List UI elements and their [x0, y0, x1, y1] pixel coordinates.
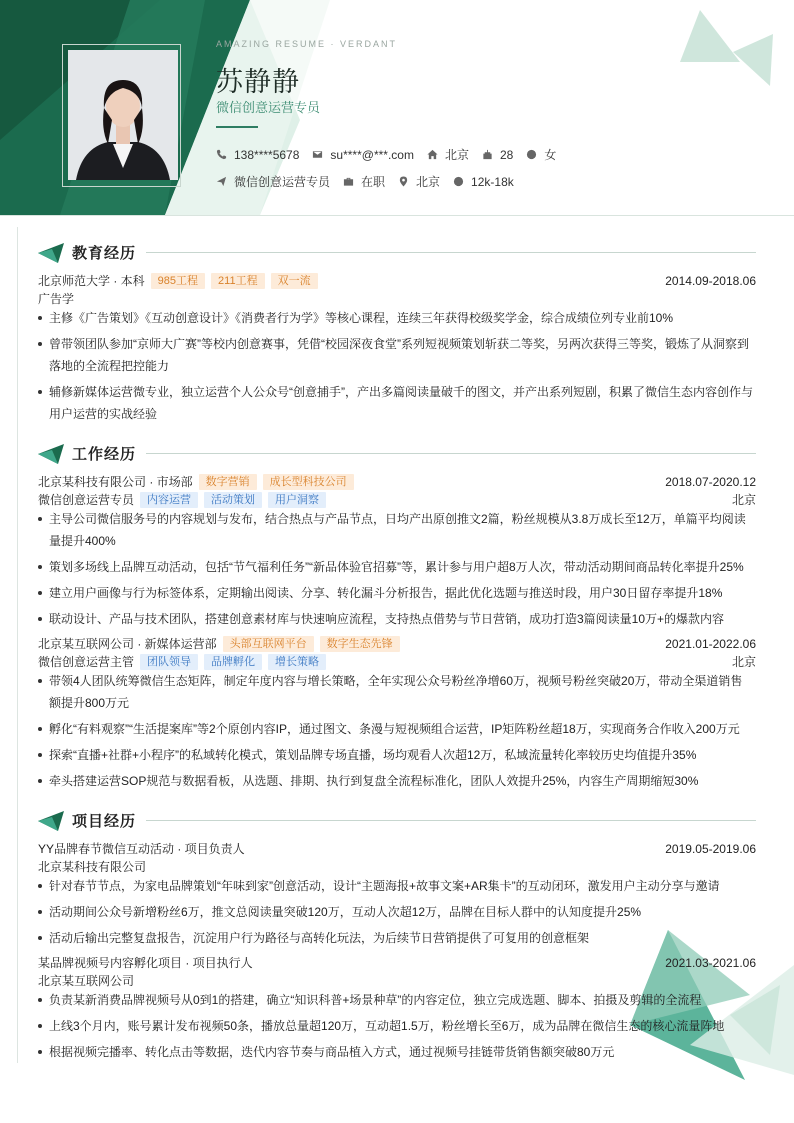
project-period: 2021.03-2021.06: [665, 955, 756, 970]
money-icon: [453, 176, 464, 187]
position-tag: 增长策略: [268, 654, 326, 670]
school-tag: 211工程: [211, 273, 265, 289]
profile-photo: [68, 50, 178, 180]
company-tag: 数字生态先锋: [320, 636, 400, 652]
school-name: 北京师范大学 · 本科: [38, 274, 145, 288]
send-icon: [216, 176, 227, 187]
phone-item: [216, 148, 299, 162]
email-text: su****@***.com: [330, 147, 414, 162]
work-bullet: 牵头搭建运营SOP规范与数据看板，从选题、排期、执行到复盘全流程标准化，团队人效提升25%，内容生产周期缩短30%: [38, 770, 754, 792]
gender-text: 女: [544, 148, 557, 162]
location-pin-icon: [398, 176, 409, 187]
major: 广告学: [38, 292, 75, 306]
work-bullet: 孵化“有料观察”“生活提案库”等2个原创内容IP，通过图文、条漫与短视频组合运营，IP矩阵粉丝超18万，实现商务合作收入200万元: [38, 718, 754, 740]
education-heading: 教育经历: [72, 245, 137, 262]
position-tag: 内容运营: [140, 492, 198, 508]
education-bullet: 辅修新媒体运营微专业，独立运营个人公众号“创意捕手”，产出多篇阅读量破千的图文，并产出系列短剧，积累了微信生态内容创作与用户运营的实战经验: [38, 381, 754, 425]
home-text: 北京: [444, 148, 469, 162]
company-tag: 头部互联网平台: [223, 636, 314, 652]
gender-icon: [526, 149, 537, 160]
school-tag: 985工程: [151, 273, 205, 289]
home-item: [427, 146, 469, 163]
work-bullet: 建立用户画像与行为标签体系，定期输出阅读、分享、转化漏斗分析报告，据此优化选题与推送时段，用户30日留存率提升18%: [38, 582, 754, 604]
work-period: 2021.01-2022.06: [665, 636, 756, 651]
project-bullet: 活动期间公众号新增粉丝6万，推文总阅读量突破120万，互动人次超12万，品牌在目标人群中的认知度提升25%: [38, 901, 754, 923]
contact-row: [216, 146, 569, 163]
gender-item: [526, 146, 556, 163]
section-timeline: [17, 227, 18, 1063]
company-name: 北京某科技有限公司 · 市场部: [38, 475, 193, 489]
intent-position-item: [216, 173, 330, 190]
project-period: 2019.05-2019.06: [665, 841, 756, 856]
work-bullet: 策划多场线上品牌互动活动，包括“节气福利任务”“新品体验官招募”等，累计参与用户超8万人次，带动活动期间商品转化率提升25%: [38, 556, 754, 578]
project-entry-header: [38, 840, 756, 857]
education-bullet: 主修《广告策划》《互动创意设计》《消费者行为学》等核心课程，连续三年获得校级奖学金，综合成绩位列专业前10%: [38, 307, 754, 329]
work-heading: 工作经历: [72, 446, 137, 463]
company-name: 北京某互联网公司 · 新媒体运营部: [38, 637, 217, 651]
status-text: 在职: [361, 175, 386, 189]
project-bullet: 负责某新消费品牌视频号从0到1的搭建，确立“知识科普+场景种草”的内容定位，独立完成选题、脚本、拍摄及剪辑的全流程: [38, 989, 754, 1011]
header-divider: [0, 215, 794, 216]
project-bullet: 上线3个月内，账号累计发布视频50条，播放总量超120万，互动超1.5万，粉丝增长至6万，成为品牌在微信生态的核心流量阵地: [38, 1015, 754, 1037]
work-city: 北京: [731, 655, 756, 669]
position-name: 微信创意运营专员: [38, 493, 135, 507]
position-tag: 用户洞察: [268, 492, 326, 508]
education-period: 2014.09-2018.06: [665, 273, 756, 288]
school-tag: 双一流: [271, 273, 318, 289]
job-intent-row: [216, 173, 527, 190]
status-item: [343, 173, 385, 190]
work-position-row: [38, 491, 756, 508]
phone-text: 138****5678: [234, 147, 300, 162]
project-name: YY品牌春节微信互动活动 · 项目负责人: [38, 842, 245, 856]
candidate-name: 苏静静: [216, 67, 300, 97]
project-org: 北京某科技有限公司: [38, 860, 147, 874]
briefcase-icon: [343, 176, 354, 187]
salary-text: 12k-18k: [471, 174, 514, 189]
company-tag: 数字营销: [199, 474, 257, 490]
work-position-row: [38, 653, 756, 670]
project-entry-header: [38, 954, 756, 971]
age-item: [482, 148, 513, 162]
position-name: 微信创意运营主管: [38, 655, 135, 669]
section-flag-icon: [38, 444, 64, 464]
tagline: AMAZING RESUME · VERDANT: [216, 39, 398, 49]
education-entry-header: [38, 272, 756, 289]
project-name: 某品牌视频号内容孵化项目 · 项目执行人: [38, 956, 253, 970]
age-text: 28: [499, 147, 514, 162]
section-rule: [146, 453, 756, 454]
cake-icon: [482, 149, 493, 160]
projects-section-header: [38, 810, 756, 831]
education-section-header: [38, 242, 756, 263]
projects-heading: 项目经历: [72, 813, 137, 830]
project-org: 北京某互联网公司: [38, 974, 135, 988]
position-tag: 品牌孵化: [204, 654, 262, 670]
phone-icon: [216, 149, 227, 160]
work-city: 北京: [731, 493, 756, 507]
company-tag: 成长型科技公司: [263, 474, 354, 490]
intent-city-item: [398, 173, 440, 190]
work-period: 2018.07-2020.12: [665, 474, 756, 489]
section-rule: [146, 252, 756, 253]
work-bullet: 探索“直播+社群+小程序”的私域转化模式，策划品牌专场直播，场均观看人次超12万，私域流量转化率较历史均值提升35%: [38, 744, 754, 766]
work-section-header: [38, 443, 756, 464]
project-bullet: 根据视频完播率、转化点击等数据，迭代内容节奏与商品植入方式，通过视频号挂链带货销售额突破80万元: [38, 1041, 754, 1063]
work-bullet: 主导公司微信服务号的内容规划与发布，结合热点与产品节点，日均产出原创推文2篇，粉丝规模从3.8万成长至12万，单篇平均阅读量提升400%: [38, 508, 754, 552]
job-title: 微信创意运营专员: [216, 100, 321, 115]
resume-header: [0, 0, 794, 215]
work-bullet: 联动设计、产品与技术团队，搭建创意素材库与快速响应流程，支持热点借势与节日营销，成功打造3篇阅读量10万+的爆款内容: [38, 608, 754, 630]
salary-item: [453, 175, 514, 189]
work-bullet: 带领4人团队统筹微信生态矩阵，制定年度内容与增长策略，全年实现公众号粉丝净增60万，视频号粉丝突破20万，带动全渠道销售额提升800万元: [38, 670, 754, 714]
work-entry-header: [38, 473, 756, 490]
email-item: [312, 148, 414, 162]
section-flag-icon: [38, 243, 64, 263]
position-tag: 活动策划: [204, 492, 262, 508]
intent-city-text: 北京: [416, 175, 441, 189]
work-entry-header: [38, 635, 756, 652]
project-bullet: 活动后输出完整复盘报告，沉淀用户行为路径与高转化玩法，为后续节日营销提供了可复用的创意框架: [38, 927, 754, 949]
home-icon: [427, 149, 438, 160]
title-divider: [216, 126, 258, 128]
section-rule: [146, 820, 756, 821]
position-tag: 团队领导: [140, 654, 198, 670]
mail-icon: [312, 149, 323, 160]
intent-position-text: 微信创意运营专员: [234, 175, 331, 189]
project-bullet: 针对春节节点，为家电品牌策划“年味到家”创意活动，设计“主题海报+故事文案+AR集卡”的互动闭环，激发用户主动分享与邀请: [38, 875, 754, 897]
section-flag-icon: [38, 811, 64, 831]
education-bullet: 曾带领团队参加“京师大广赛”等校内创意赛事，凭借“校园深夜食堂”系列短视频策划斩获二等奖，另两次获得三等奖，锻炼了从洞察到落地的全流程把控能力: [38, 333, 754, 377]
